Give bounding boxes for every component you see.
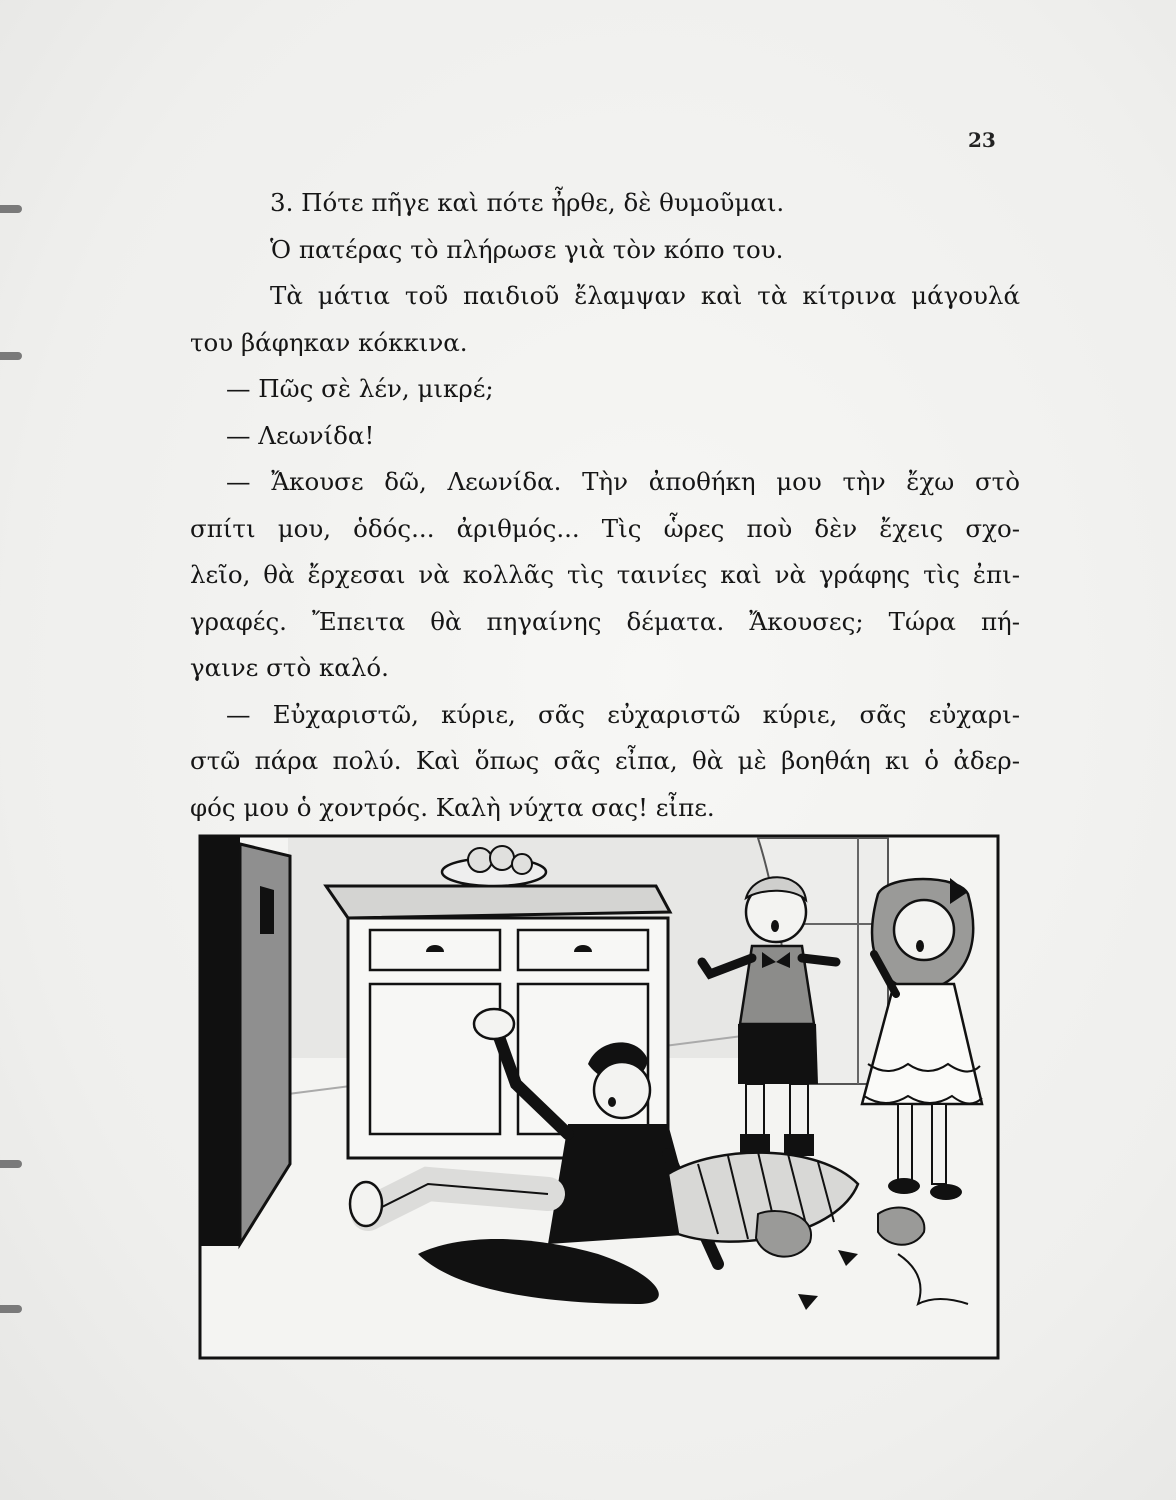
door-shadow xyxy=(200,836,240,1246)
text-line: του βάφηκαν κόκκινα. xyxy=(190,327,468,357)
broken-jug xyxy=(756,1211,811,1257)
broken-jug-piece xyxy=(878,1208,924,1245)
girl-leg xyxy=(932,1104,946,1184)
text-line: 3. Πότε πῆγε καὶ πότε ἦρθε, δὲ θυμοῦμαι. xyxy=(270,188,785,217)
text-line: Ὁ πατέρας τὸ πλήρωσε γιὰ τὸν κόπο του. xyxy=(270,234,784,264)
text-line: — Εὐχαριστῶ, κύριε, σᾶς εὐχαριστῶ κύριε, σᾶς εὐχαρι- xyxy=(226,699,1020,729)
fallen-boy-hand xyxy=(474,1009,514,1039)
text-line: — Πῶς σὲ λέν, μικρέ; xyxy=(226,374,494,403)
text-line: — Λεωνίδα! xyxy=(226,420,375,450)
binding-hole xyxy=(0,1305,22,1313)
binding-hole xyxy=(0,205,22,213)
text-line: — Ἄκουσε δῶ, Λεωνίδα. Τὴν ἀποθήκη μου τὴν ἔχω στὸ xyxy=(226,467,1020,496)
text-line: γραφές. Ἔπειτα θὰ πηγαίνης δέματα. Ἄκουσες; Τώρα πή- xyxy=(190,606,1020,636)
binding-hole xyxy=(0,1160,22,1168)
illustration-svg xyxy=(198,834,1000,1360)
fallen-boy-shoe xyxy=(350,1182,382,1226)
boy-arm xyxy=(802,958,836,962)
story-text xyxy=(190,180,1020,878)
girl-mouth xyxy=(916,940,924,952)
boy-shoe xyxy=(784,1134,814,1156)
girl-head xyxy=(894,900,954,960)
page-number: 23 xyxy=(968,128,996,152)
text-line: Τὰ μάτια τοῦ παιδιοῦ ἔλαμψαν καὶ τὰ κίτρινα μάγουλά xyxy=(270,281,1020,310)
fruit xyxy=(490,846,514,870)
boy-shorts xyxy=(738,1024,818,1084)
text-line: στῶ πάρα πολύ. Καὶ ὅπως σᾶς εἶπα, θὰ μὲ βοηθάη κι ὁ ἀδερ- xyxy=(190,746,1020,775)
text-line: λεῖο, θὰ ἔρχεσαι νὰ κολλᾶς τὶς ταινίες καὶ νὰ γράφης τὶς ἐπι- xyxy=(190,560,1020,589)
text-line: φός μου ὁ χοντρός. Καλὴ νύχτα σας! εἶπε. xyxy=(190,792,715,822)
door-handle xyxy=(260,886,274,934)
girl-shoe xyxy=(930,1184,962,1200)
fruit xyxy=(468,848,492,872)
girl-shoe xyxy=(888,1178,920,1194)
cabinet-body xyxy=(348,918,668,1158)
text-line: σπίτι μου, ὁδός... ἀριθμός... Τὶς ὧρες ποὺ δὲν ἔχεις σχο- xyxy=(190,513,1020,543)
text-line: γαινε στὸ καλό. xyxy=(190,653,389,682)
fallen-boy-head xyxy=(594,1062,650,1118)
kitchen-illustration xyxy=(198,834,1000,1360)
binding-hole xyxy=(0,352,22,360)
cabinet-top xyxy=(326,886,670,918)
girl-leg xyxy=(898,1104,912,1184)
fallen-boy-mouth xyxy=(608,1097,616,1107)
boy-mouth xyxy=(771,920,779,932)
fruit xyxy=(512,854,532,874)
